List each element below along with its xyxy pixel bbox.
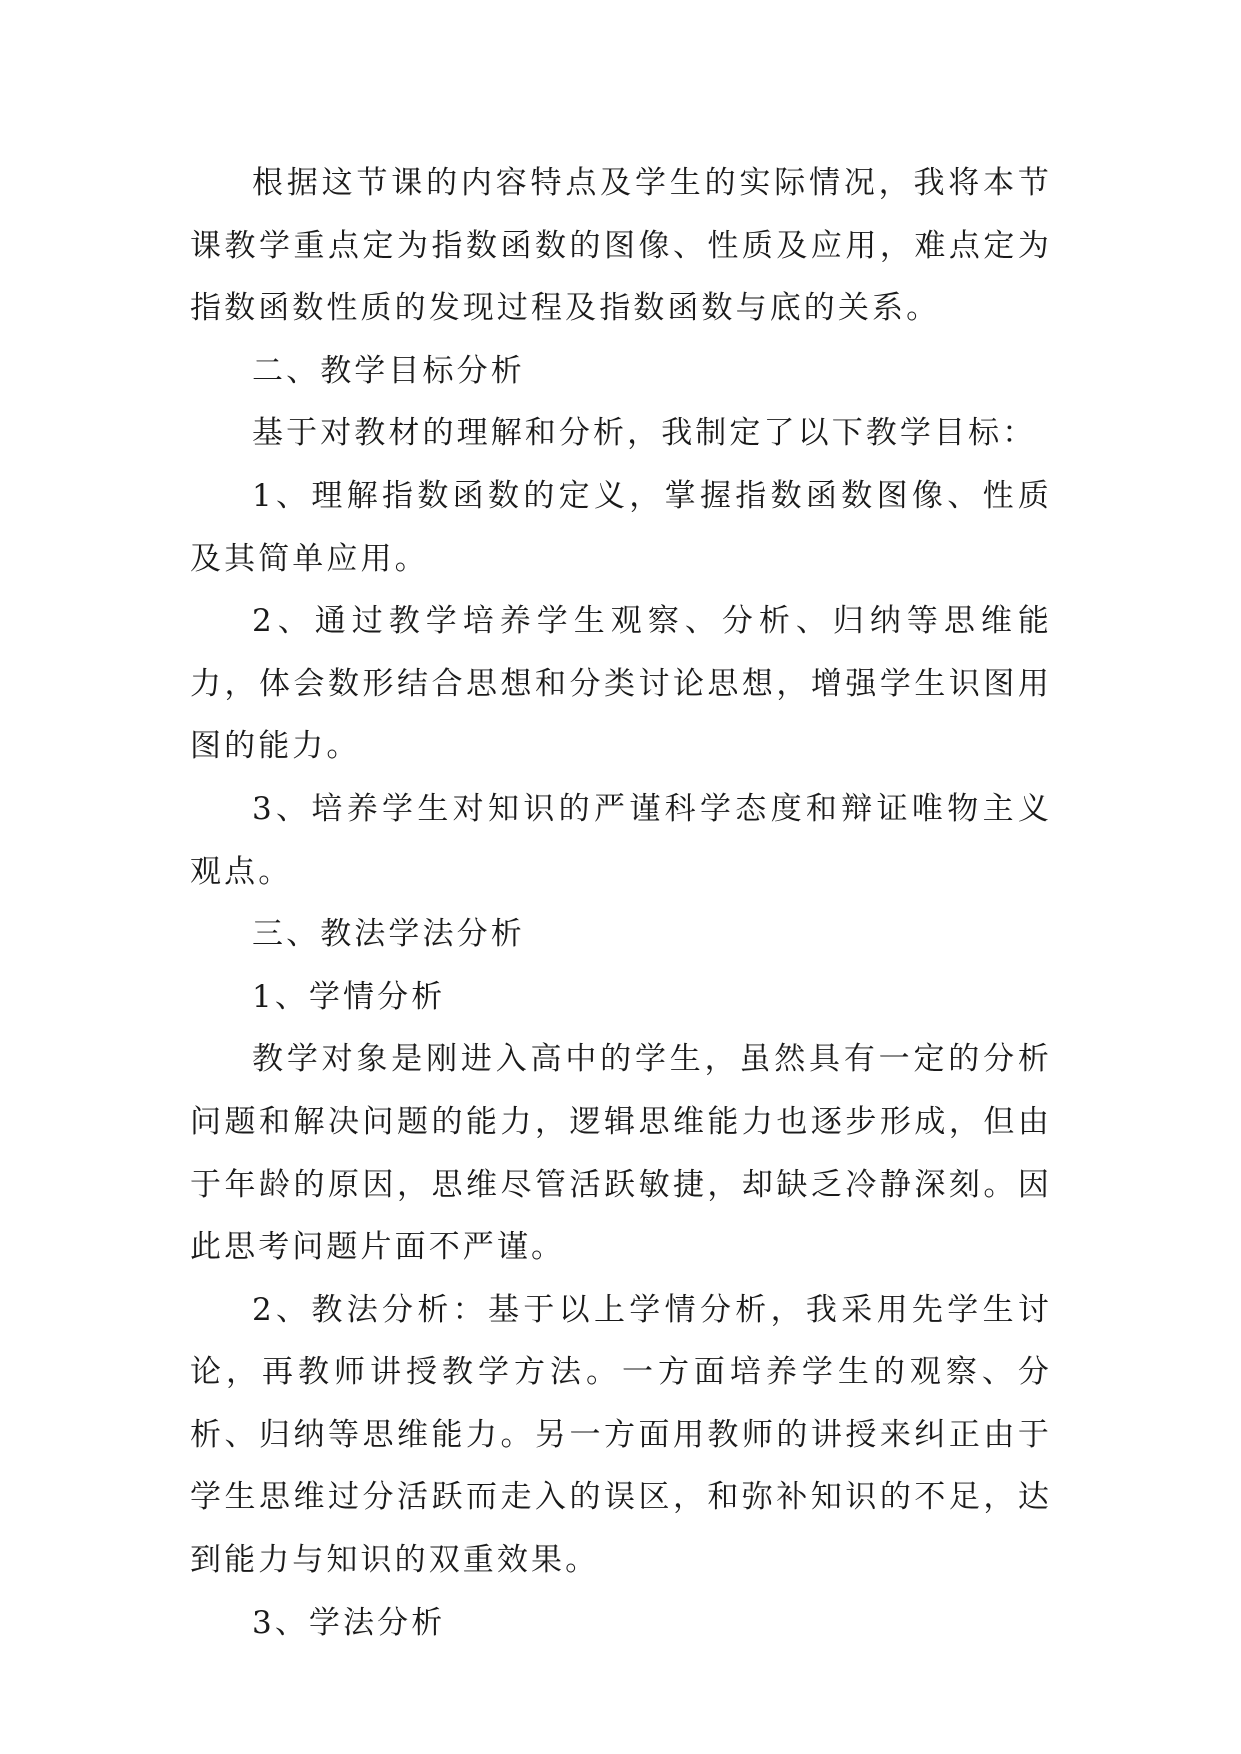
paragraph-goals-intro: 基于对教材的理解和分析，我制定了以下教学目标： [252,415,1037,452]
heading-methods: 三、教法学法分析 [252,916,525,953]
paragraph-goal-3: 3、培养学生对知识的严谨科学态度和辩证唯物主义观点。 [190,790,1052,890]
paragraph-goal-1: 1、理解指数函数的定义，掌握指数函数图像、性质及其简单应用。 [190,477,1052,577]
paragraph-key-points: 根据这节课的内容特点及学生的实际情况，我将本节课教学重点定为指数函数的图像、性质及应用，难点定为指数函数性质的发现过程及指数函数与底的关系。 [190,165,1052,327]
subheading-student-analysis: 1、学情分析 [252,978,446,1015]
document-body [190,152,1052,1654]
subheading-learning-method: 3、学法分析 [252,1604,446,1641]
paragraph-student-analysis: 教学对象是刚进入高中的学生，虽然具有一定的分析问题和解决问题的能力，逻辑思维能力也逐步形成，但由于年龄的原因，思维尽管活跃敏捷，却缺乏冷静深刻。因此思考问题片面不严谨。 [190,1041,1052,1266]
paragraph-teaching-method: 2、教法分析：基于以上学情分析，我采用先学生讨论，再教师讲授教学方法。一方面培养学生的观察、分析、归纳等思维能力。另一方面用教师的讲授来纠正由于学生思维过分活跃而走入的误区，和弥补知识的不足，达到能力与知识的双重效果。 [190,1291,1052,1579]
paragraph-goal-2: 2、通过教学培养学生观察、分析、归纳等思维能力，体会数形结合思想和分类讨论思想，增强学生识图用图的能力。 [190,603,1052,765]
heading-teaching-goals: 二、教学目标分析 [252,352,525,389]
